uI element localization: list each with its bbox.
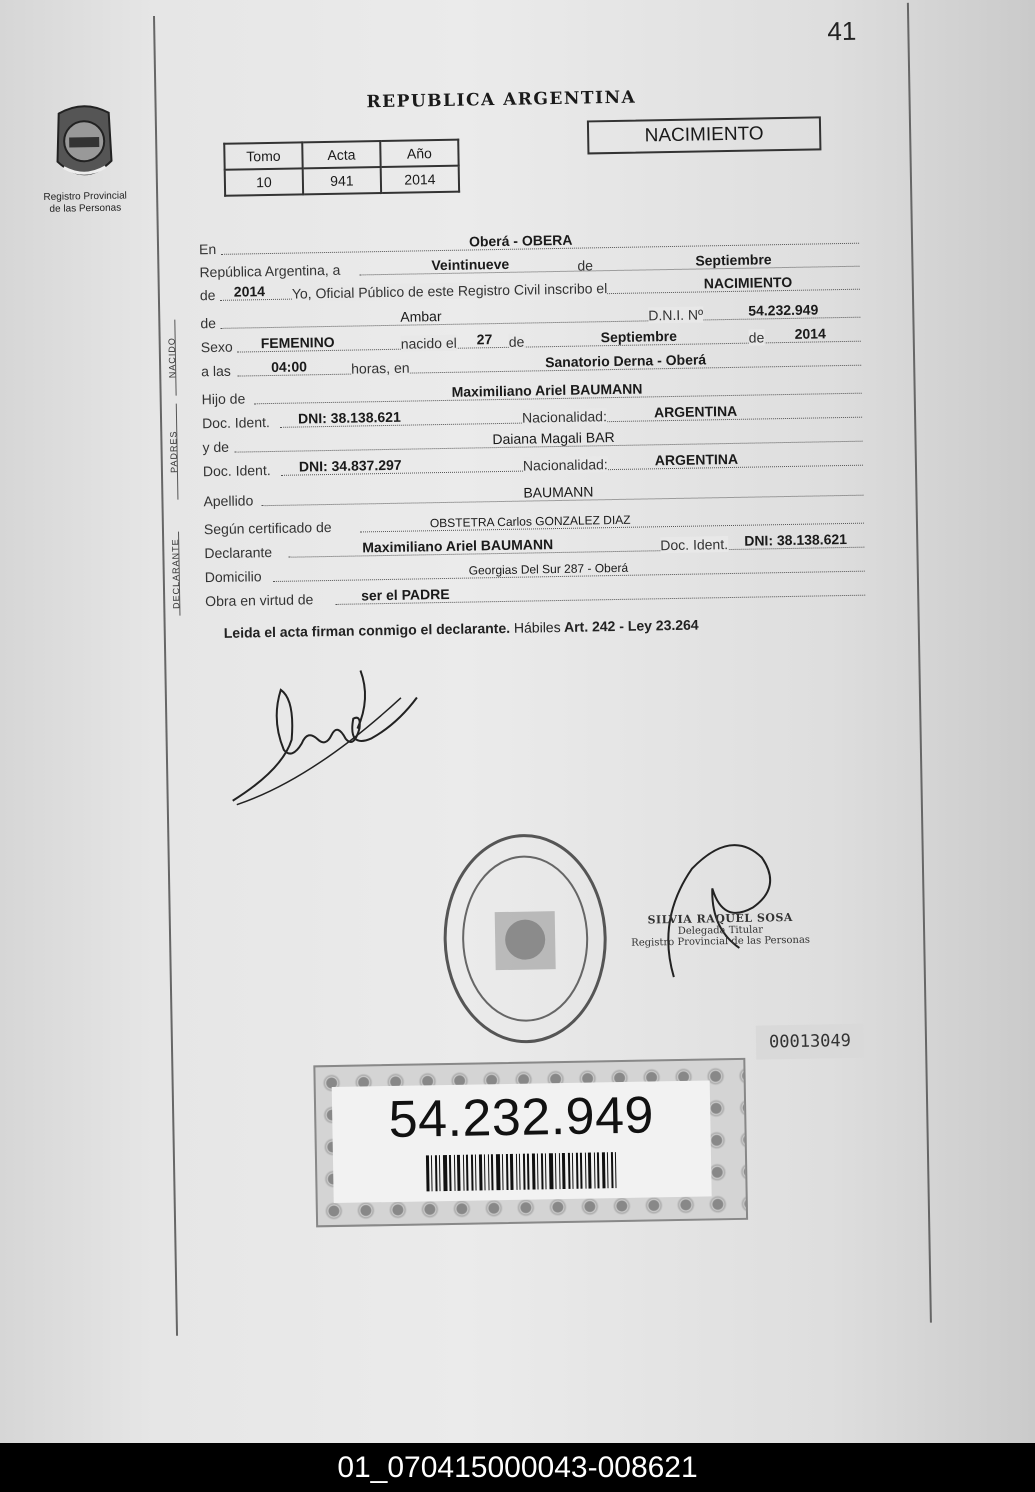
value-obra: ser el PADRE <box>361 585 450 604</box>
value-mes: Septiembre <box>695 251 772 269</box>
barcode-bar <box>567 1153 570 1189</box>
value-acta: 941 <box>303 167 381 194</box>
label-sexo: Sexo <box>200 338 233 356</box>
label-en: En <box>198 240 217 258</box>
barcode-bar <box>561 1153 565 1189</box>
section-nacido-label: NACIDO <box>166 337 178 379</box>
header-tomo: Tomo <box>224 142 302 169</box>
value-madre: Daiana Magali BAR <box>492 429 615 448</box>
declarant-signature-icon <box>220 657 423 810</box>
label-doc-ident: Doc. Ident. <box>201 414 270 432</box>
closing-habiles: Hábiles <box>513 618 561 636</box>
label-doc-ident2: Doc. Ident. <box>202 462 271 480</box>
barcode-bar <box>515 1154 517 1190</box>
value-hora: 04:00 <box>271 358 308 375</box>
barcode-bar <box>478 1154 482 1190</box>
label-a-las: a las <box>201 362 231 380</box>
barcode-bar <box>584 1153 586 1189</box>
barcode-bar <box>554 1153 556 1189</box>
dni-sticker <box>313 1058 748 1228</box>
label-certificado: Según certificado de <box>203 518 332 538</box>
barcode-bar <box>474 1155 476 1191</box>
registry-table <box>223 139 460 197</box>
barcode-icon <box>394 1152 651 1192</box>
value-inscribo: NACIMIENTO <box>703 273 793 292</box>
value-lugar: Sanatorio Derna - Oberá <box>544 351 707 371</box>
barcode-bar <box>487 1154 489 1190</box>
barcode-bar <box>579 1153 582 1189</box>
barcode-bar <box>490 1154 493 1190</box>
certificate-page <box>43 3 932 1336</box>
officer-office: Registro Provincial de las Personas <box>631 934 811 949</box>
closing-statement <box>224 617 699 641</box>
value-declarante: Maximiliano Ariel BAUMANN <box>362 536 554 556</box>
barcode-bar <box>501 1154 503 1190</box>
value-doc-madre: DNI: 34.837.297 <box>298 456 402 475</box>
closing-law: Art. 242 - Ley 23.264 <box>563 616 699 635</box>
barcode-bar <box>575 1153 578 1189</box>
logo-caption-line1: Registro Provincial <box>43 190 127 203</box>
barcode-bar <box>442 1155 447 1191</box>
label-doc-ident3: Doc. Ident. <box>660 536 729 554</box>
value-ano: 2014 <box>233 283 266 300</box>
label-horas-en: horas, en <box>351 359 410 377</box>
label-de-nombre: de <box>200 314 217 332</box>
registry-logo <box>28 100 140 216</box>
official-seal-icon <box>439 830 611 1047</box>
barcode-bar <box>509 1154 513 1190</box>
barcode-bar <box>522 1154 525 1190</box>
barcode-bar <box>462 1155 464 1191</box>
barcode-bar <box>601 1152 605 1188</box>
label-de-ano: de <box>748 329 765 346</box>
value-nac-madre: ARGENTINA <box>654 450 739 469</box>
label-republica: República Argentina, a <box>199 261 341 281</box>
value-dia-nac: 27 <box>476 331 493 348</box>
barcode-bar <box>531 1154 535 1190</box>
value-doc-declarante: DNI: 38.138.621 <box>744 530 848 549</box>
section-declarante <box>170 531 194 615</box>
label-dni: D.N.I. Nº <box>648 306 704 324</box>
barcode-bar <box>571 1153 573 1189</box>
value-doc-padre: DNI: 38.138.621 <box>297 408 401 427</box>
officer-name: SILVIA RAQUEL SOSA <box>647 910 794 927</box>
label-domicilio: Domicilio <box>204 568 262 586</box>
barcode-bar <box>593 1152 595 1188</box>
barcode-bar <box>518 1154 520 1190</box>
label-nacido-el: nacido el <box>400 334 457 352</box>
control-number: 00013049 <box>756 1024 865 1060</box>
barcode-bar <box>587 1153 591 1189</box>
label-apellido: Apellido <box>203 492 254 510</box>
header-acta: Acta <box>302 141 380 168</box>
barcode-bar <box>606 1152 608 1188</box>
logo-caption-line2: de las Personas <box>49 202 122 215</box>
dni-sticker-number: 54.232.949 <box>388 1086 655 1150</box>
label-de-mes: de <box>508 333 525 350</box>
barcode-bar <box>425 1155 429 1191</box>
section-padres-label: PADRES <box>168 430 179 473</box>
value-ano-nac: 2014 <box>794 325 826 342</box>
value-dni: 54.232.949 <box>748 301 819 319</box>
officer-signature-icon <box>651 827 784 979</box>
value-tomo: 10 <box>225 168 303 195</box>
section-nacido <box>166 319 190 395</box>
value-padre: Maximiliano Ariel BAUMANN <box>451 380 643 400</box>
label-nacionalidad2: Nacionalidad: <box>522 456 608 474</box>
value-domicilio: Georgias Del Sur 287 - Oberá <box>468 560 629 578</box>
document-title: REPUBLICA ARGENTINA <box>366 87 637 113</box>
barcode-bar <box>438 1155 440 1191</box>
page-number: 41 <box>827 15 857 47</box>
barcode-bar <box>430 1155 432 1191</box>
provincial-seal-icon <box>48 101 119 188</box>
value-ano: 2014 <box>381 166 459 193</box>
footer-code: 01_070415000043-008621 <box>0 1443 1035 1492</box>
label-y-de: y de <box>202 438 230 456</box>
value-nombre: Ambar <box>400 308 442 325</box>
barcode-bar <box>483 1154 485 1190</box>
value-nac-padre: ARGENTINA <box>653 402 738 421</box>
dni-sticker-inner <box>332 1080 712 1203</box>
officer-title: Delegada Titular <box>677 924 764 937</box>
value-dia: Veintinueve <box>431 255 510 274</box>
officer-block <box>631 911 810 949</box>
label-de2: de <box>199 286 216 304</box>
barcode-bar <box>526 1154 529 1190</box>
barcode-bar <box>610 1152 613 1188</box>
barcode-bar <box>465 1155 468 1191</box>
label-hijo-de: Hijo de <box>201 390 246 408</box>
header-ano: Año <box>380 140 458 167</box>
barcode-bar <box>596 1152 599 1188</box>
section-padres <box>168 403 193 499</box>
label-declarante: Declarante <box>204 544 273 562</box>
barcode-bar <box>540 1153 543 1189</box>
barcode-bar <box>495 1154 500 1190</box>
barcode-bar <box>548 1153 553 1189</box>
value-mes-nac: Septiembre <box>600 327 678 346</box>
label-oficial: Yo, Oficial Público de este Registro Civil inscribo el <box>291 280 608 302</box>
barcode-bar <box>558 1153 560 1189</box>
barcode-bar <box>544 1153 546 1189</box>
label-nacionalidad: Nacionalidad: <box>521 408 608 426</box>
barcode-bar <box>536 1153 538 1189</box>
barcode-bar <box>434 1155 437 1191</box>
row-apellido <box>203 478 863 512</box>
section-declarante-label: DECLARANTE <box>170 538 182 610</box>
label-de: de <box>577 257 594 274</box>
value-certificado: OBSTETRA Carlos GONZALEZ DIAZ <box>429 512 631 531</box>
value-apellido: BAUMANN <box>523 483 594 501</box>
barcode-bar <box>453 1155 455 1191</box>
barcode-bar <box>505 1154 508 1190</box>
record-type-box: NACIMIENTO <box>587 116 822 154</box>
barcode-bar <box>456 1155 460 1191</box>
barcode-bar <box>614 1152 616 1188</box>
barcode-bar <box>448 1155 451 1191</box>
barcode-bar <box>470 1155 473 1191</box>
value-sexo: FEMENINO <box>260 333 335 352</box>
label-obra: Obra en virtud de <box>205 591 314 610</box>
closing-bold: Leida el acta firman conmigo el declarante. <box>223 619 511 641</box>
value-en: Oberá - OBERA <box>468 231 573 250</box>
